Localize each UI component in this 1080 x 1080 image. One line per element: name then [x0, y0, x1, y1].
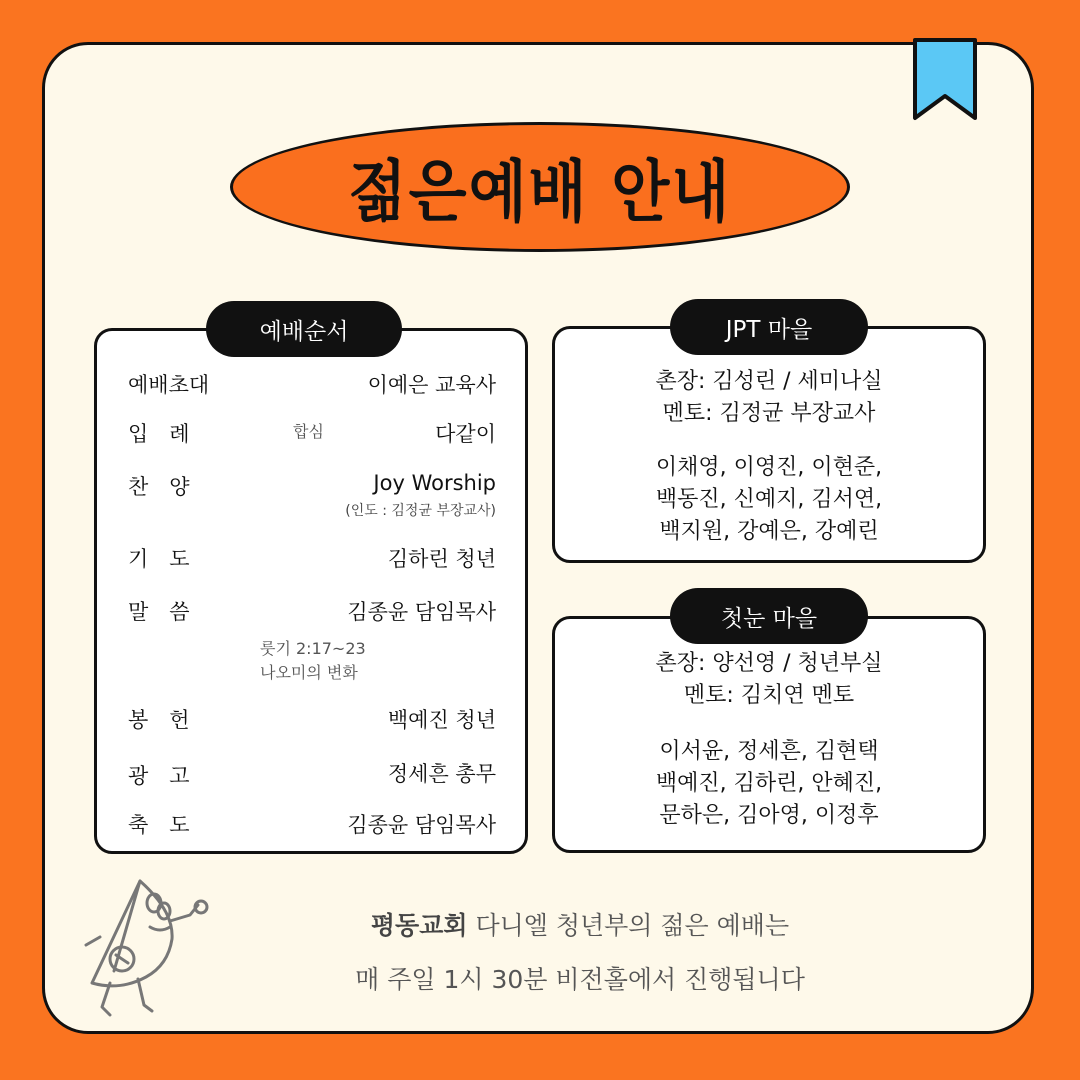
- group-leader: 촌장: 양선영 / 청년부실: [655, 651, 883, 676]
- group-leaders: [552, 648, 986, 712]
- order-item-person: 다같이: [435, 422, 496, 446]
- order-item-name: 봉 헌: [128, 708, 190, 732]
- member-line: 백예진, 김하린, 안혜진,: [655, 770, 883, 796]
- sermon-title: 나오미의 변화: [260, 663, 358, 682]
- footer-line-1: [250, 906, 910, 942]
- group-members: [552, 736, 986, 832]
- member-line: 이채영, 이영진, 이현준,: [655, 455, 883, 480]
- order-item-person: 백예진 청년: [387, 708, 496, 732]
- member-line: 백동진, 신예지, 김서연,: [655, 486, 883, 512]
- footer-line-2: 매 주일 1시 30분 비전홀에서 진행됩니다: [355, 965, 805, 994]
- order-item-name: 입 례: [128, 422, 190, 446]
- member-line: 이서윤, 정세흔, 김현택: [659, 739, 879, 764]
- order-item-name: 말 씀: [128, 600, 190, 624]
- title-banner: [230, 122, 850, 252]
- group-mentor: 멘토: 김치연 멘토: [683, 682, 855, 708]
- group-leaders: [552, 366, 986, 430]
- order-item-person: 김종윤 담임목사: [347, 600, 496, 624]
- order-item-name: 찬 양: [128, 475, 190, 499]
- order-item-mid: 합심: [293, 422, 324, 441]
- scripture-reference: 룻기 2:17~23: [260, 639, 366, 658]
- group-leader: 촌장: 김성린 / 세미나실: [655, 369, 883, 394]
- group-label: JPT 마을: [670, 299, 868, 355]
- order-item-name: 기 도: [128, 547, 190, 571]
- order-item-name: 축 도: [128, 813, 190, 837]
- order-item-person: Joy Worship: [373, 471, 496, 495]
- order-label: 예배순서: [206, 301, 402, 357]
- order-item-person: 김하린 청년: [387, 547, 496, 571]
- church-name: 평동교회: [370, 911, 468, 940]
- member-line: 문하은, 김아영, 이정후: [659, 802, 879, 828]
- order-item-name: 예배초대: [128, 373, 210, 397]
- order-item-person: 정세흔 총무: [387, 762, 496, 786]
- group-label: 첫눈 마을: [670, 588, 868, 644]
- bookmark-icon: [912, 38, 978, 122]
- order-item-name: 광 고: [128, 764, 190, 788]
- group-members: [552, 452, 986, 548]
- order-item-note: (인도 : 김정균 부장교사): [345, 503, 496, 519]
- member-line: 백지원, 강예은, 강예린: [659, 518, 879, 544]
- group-mentor: 멘토: 김정균 부장교사: [662, 400, 876, 426]
- order-item-person: 김종윤 담임목사: [347, 813, 496, 837]
- footer-text: 다니엘 청년부의 젊은 예배는: [467, 911, 790, 940]
- page-title: 젊은예배 안내: [348, 153, 732, 232]
- order-item-person: 이예은 교육사: [367, 373, 496, 397]
- mascot-illustration: [80, 875, 220, 1025]
